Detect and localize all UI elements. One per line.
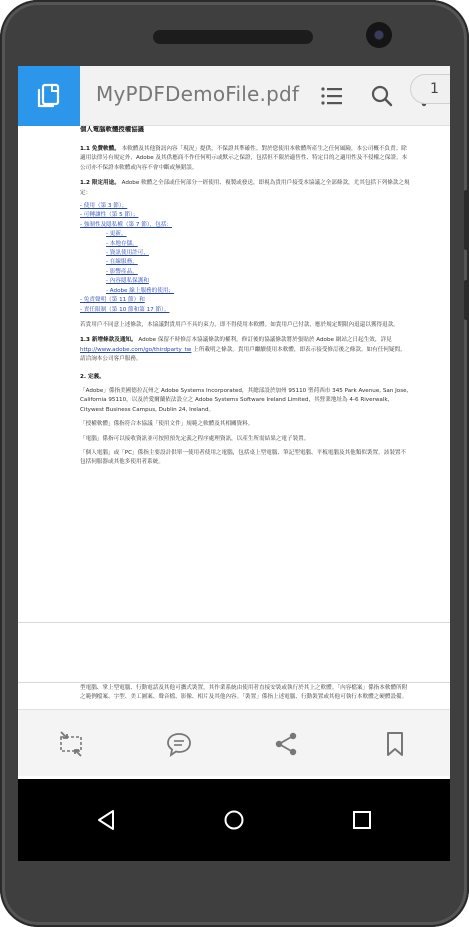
back-button[interactable] bbox=[93, 807, 119, 833]
outline-list-button[interactable] bbox=[316, 80, 348, 112]
definition-4: 「個人電腦」或「PC」係指主要設計供單一使用者使用之電腦，包括桌上型電腦、筆記型電腦、平板電腦及其他類似裝置。該裝置不包括伺服器或其他多使用者系統。 bbox=[80, 449, 407, 466]
fit-page-button[interactable] bbox=[56, 729, 86, 759]
home-button[interactable] bbox=[221, 807, 247, 833]
pdf-viewer[interactable] bbox=[18, 126, 450, 709]
list-item[interactable]: - 內容隱私保護和 bbox=[106, 278, 149, 285]
list-item[interactable]: - 本地存儲， bbox=[106, 240, 138, 247]
comments-button[interactable] bbox=[164, 729, 194, 759]
bookmark-icon bbox=[384, 730, 406, 758]
page-separator bbox=[18, 622, 450, 623]
shrink-icon bbox=[57, 730, 85, 758]
app-bar bbox=[18, 66, 450, 126]
speaker-grille bbox=[153, 30, 313, 44]
search-button[interactable] bbox=[366, 80, 398, 112]
front-camera bbox=[366, 22, 392, 48]
recents-icon bbox=[352, 810, 372, 830]
list-item[interactable]: - 使用（第 3 節）； bbox=[80, 203, 128, 210]
share-button[interactable] bbox=[271, 729, 301, 759]
section-2-after: 若貴用戶不同意上述條款，本協議對貴用戶不具約束力，即不得使用本軟體。如貴用戶已付款，應於規定期限內退還以獲得退款。 bbox=[80, 321, 399, 328]
list-icon bbox=[320, 85, 344, 107]
section-3-title: 1.3 新增條款及通知。 bbox=[80, 337, 137, 344]
back-icon bbox=[95, 809, 117, 831]
volume-button bbox=[464, 190, 469, 250]
section-3-tail: 上所載明之條款。貴用戶繼續使用本軟體，即表示接受修訂後之條款。如有任何疑問，請洽詢本公司客戶服務。 bbox=[80, 346, 406, 363]
definition-2: 「授權軟體」係指符合本協議「使用文件」規範之軟體及其相關資料。 bbox=[80, 421, 254, 428]
section-3-body: Adobe 保留不時修訂本協議條款的權利。修訂後的協議條款將於張貼於 Adobe 網站之日起生效，詳見 bbox=[138, 337, 392, 344]
list-item[interactable]: - 免責聲明（第 11 節）和 bbox=[80, 297, 145, 304]
list-item[interactable]: - 責任限制（第 10 節和第 17 節）。 bbox=[80, 306, 170, 313]
app-logo-button[interactable] bbox=[18, 66, 80, 126]
bottom-toolbar bbox=[18, 709, 450, 776]
page-separator bbox=[18, 682, 450, 683]
section-2-title: 1.2 限定用途。 bbox=[80, 180, 120, 187]
share-icon bbox=[273, 731, 299, 757]
pdf-page-2: 型電腦、掌上型電腦、行動電話及其他可攜式裝置，其作業系統由使用者直接安裝或執行於其上之軟體。「內容檔案」係指本軟體所附之範例檔案、字型、美工圖案、聲音檔、影像、相片及其他內容。「裝置」係指上述電腦、行動裝置或其他可執行本軟體之硬體設備。 bbox=[80, 685, 408, 701]
section-1-body: 本軟體及其他資訊內容「現況」提供，不保證其準確性。對於您使用本軟體所產生之任何風險，本公司概不負責。除適用法律另有規定外，Adobe 及其供應商不作任何明示或默示之保證，包括但不限於適售性、特定目的之適用性及不侵權之保證。本公司亦不保證本軟體或內容不會中斷或無錯誤。 bbox=[80, 146, 408, 171]
power-button bbox=[464, 280, 469, 320]
list-item[interactable]: - 強制性及隱私權（第 7 節），包括： bbox=[80, 221, 173, 228]
list-item[interactable]: - Adobe 線上服務的使用； bbox=[106, 287, 175, 294]
third-party-link[interactable]: http://www.adobe.com/go/thirdparty_tw bbox=[80, 346, 192, 353]
doc-header: 個人電腦軟體授權協議 bbox=[80, 126, 144, 133]
list-item[interactable]: - 影響產品， bbox=[106, 268, 138, 275]
screen bbox=[18, 66, 450, 861]
pdf-page-1 bbox=[80, 126, 410, 468]
list-item[interactable]: - 在線服務， bbox=[106, 259, 138, 266]
definition-3: 「電腦」係指可以接收資訊並可按照預先定義之程序處理資訊，以產生所需結果之電子裝置。 bbox=[80, 435, 310, 442]
bookmark-button[interactable] bbox=[380, 729, 410, 759]
system-nav-bar bbox=[18, 779, 450, 861]
definitions-title: 2. 定義。 bbox=[80, 373, 105, 380]
definition-1: 「Adobe」係指美國德拉瓦州之 Adobe Systems Incorporated，其總部設於加州 95110 聖荷西市 345 Park Avenue, San Jose, California 95110，以及於愛爾蘭依法設立之 Adobe Systems Software Ireland Limited，其營業地址為 4-6 Riverwalk, Citywest Business Campus, Dublin 24, Ireland。 bbox=[80, 387, 409, 413]
list-item[interactable]: - 可轉讓性（第 5 節）； bbox=[80, 212, 139, 219]
recents-button[interactable] bbox=[349, 807, 375, 833]
section-1-title: 1.1 免費軟體。 bbox=[80, 146, 120, 152]
pdf-file-icon bbox=[36, 83, 62, 109]
list-item[interactable]: - 更新， bbox=[106, 231, 127, 238]
section-2 bbox=[80, 179, 410, 198]
page-number-indicator[interactable]: 1 bbox=[410, 74, 450, 104]
section-definitions bbox=[80, 373, 410, 468]
comment-icon bbox=[165, 730, 193, 758]
section-3 bbox=[80, 336, 410, 364]
document-title: MyPDFDemoFile.pdf bbox=[96, 82, 300, 106]
section-2-list bbox=[80, 202, 410, 315]
home-icon bbox=[223, 809, 245, 831]
section-1 bbox=[80, 145, 410, 173]
section-2-body: Adobe 軟體之全部或任何部分一經使用、複製或發送，即視為貴用戶接受本協議之全部條款，尤其包括下列條款之規定： bbox=[80, 180, 410, 196]
search-icon bbox=[370, 84, 394, 108]
list-item[interactable]: - 資訊使用許可， bbox=[106, 250, 149, 257]
